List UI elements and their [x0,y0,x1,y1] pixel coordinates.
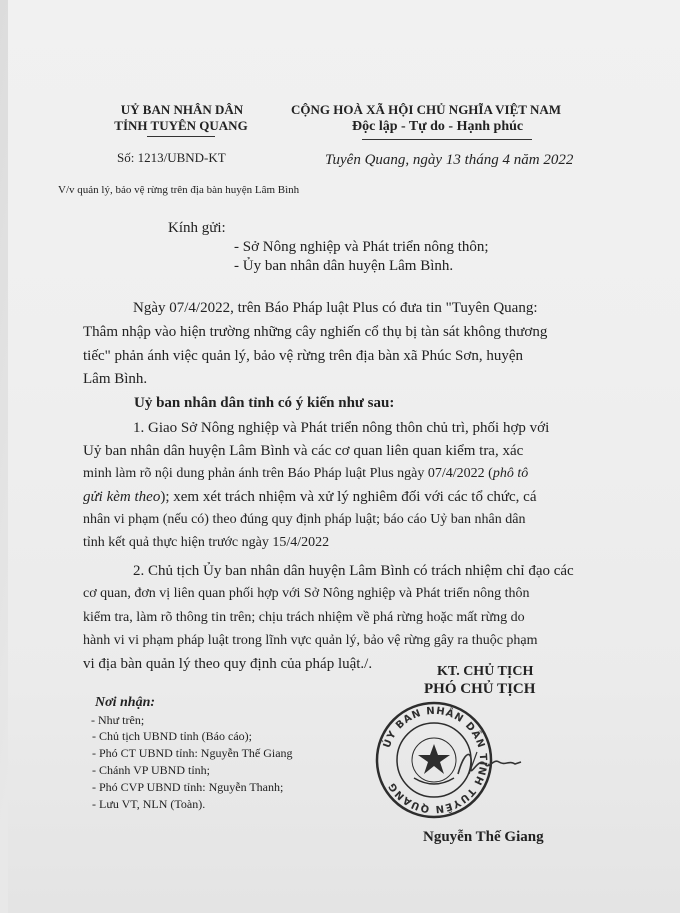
body-line: tỉnh kết quả thực hiện trước ngày 15/4/2022 [83,535,330,550]
recipient-item: - Sở Nông nghiệp và Phát triển nông thôn; [234,239,489,255]
recipient-item: - Ủy ban nhân dân huyện Lâm Bình. [234,258,454,274]
handwritten-signature-icon [455,744,525,784]
body-line: Thâm nhập vào hiện trường những cây nghiến cổ thụ bị tàn sát không thương [83,324,548,340]
distribution-item: - Chủ tịch UBND tỉnh (Báo cáo); [92,729,252,743]
distribution-item: - Phó CT UBND tỉnh: Nguyễn Thế Giang [92,746,293,760]
body-line [83,466,528,482]
distribution-label: Nơi nhận: [95,695,156,710]
distribution-item: - Lưu VT, NLN (Toàn). [92,797,206,811]
signer-title-1: KT. CHỦ TỊCH [437,664,534,679]
org-underline [147,136,215,137]
body-line: kiểm tra, làm rõ thông tin trên; chịu trách nhiệm về phá rừng hoặc mất rừng do [83,610,525,625]
body-line-text: minh làm rõ nội dung phản ánh trên Báo Pháp luật Plus ngày 07/4/2022 (phô tô [83,466,529,481]
national-motto: Độc lập - Tự do - Hạnh phúc [352,119,524,134]
body-line: vi địa bàn quản lý theo quy định của pháp luật./. [83,656,373,672]
body-line: 1. Giao Sở Nông nghiệp và Phát triển nông thôn chủ trì, phối hợp với [133,420,550,436]
body-line: Ngày 07/4/2022, trên Báo Pháp luật Plus có đưa tin "Tuyên Quang: [133,300,538,316]
distribution-item: - Như trên; [91,713,145,727]
national-title: CỘNG HOÀ XÃ HỘI CHỦ NGHĨA VIỆT NAM [291,102,562,117]
body-line: Uỷ ban nhân dân huyện Lâm Bình và các cơ quan liên quan kiểm tra, xác [83,443,524,459]
distribution-item: - Phó CVP UBND tỉnh: Nguyễn Thanh; [92,780,284,794]
svg-text:ỦY BAN NHÂN DÂN TỈNH TUYÊN QUA: ỦY BAN NHÂN DÂN TỈNH TUYÊN QUANG [381,705,489,815]
opinion-heading: Uỷ ban nhân dân tỉnh có ý kiến như sau: [134,395,395,411]
document-subject: V/v quản lý, bảo vệ rừng trên địa bàn huyện Lâm Bình [58,184,300,196]
distribution-item: - Chánh VP UBND tỉnh; [92,763,211,777]
body-line: Lâm Bình. [83,371,148,387]
body-line: 2. Chủ tịch Ủy ban nhân dân huyện Lâm Bình có trách nhiệm chỉ đạo các [133,563,574,579]
signer-name: Nguyễn Thế Giang [423,829,544,845]
place-and-date: Tuyên Quang, ngày 13 tháng 4 năm 2022 [325,152,574,168]
motto-underline [362,139,532,140]
body-line: cơ quan, đơn vị liên quan phối hợp với Sở Nông nghiệp và Phát triển nông thôn [83,586,530,601]
org-name-line2: TỈNH TUYÊN QUANG [114,118,248,133]
document-number: Số: 1213/UBND-KT [117,150,226,165]
body-line: hành vi vi phạm pháp luật trong lĩnh vực quản lý, bảo vệ rừng gây ra thuộc phạm [83,633,538,648]
signer-title-2: PHÓ CHỦ TỊCH [424,681,536,697]
body-line: tiếc" phản ánh việc quản lý, bảo vệ rừng trên địa bàn xã Phúc Sơn, huyện [83,348,523,364]
body-line: nhân vi phạm (nếu có) theo đúng quy định pháp luật; báo cáo Uỷ ban nhân dân [83,512,526,527]
org-name-line1: UỶ BAN NHÂN DÂN [120,102,244,117]
body-line: gửi kèm theo); xem xét trách nhiệm và xử lý nghiêm đối với các tổ chức, cá [83,489,537,505]
recipients-label: Kính gửi: [168,220,226,236]
